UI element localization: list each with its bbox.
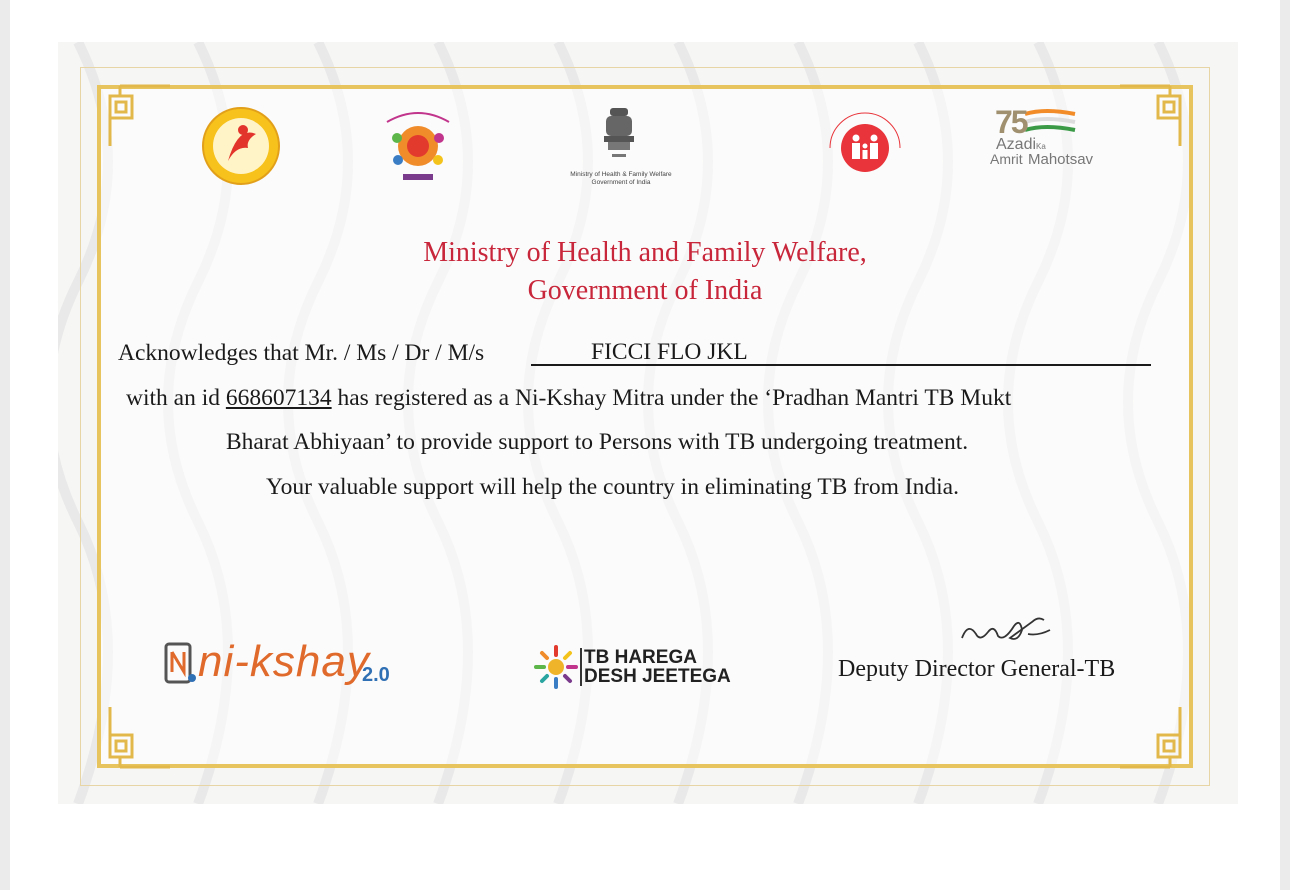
signature-image — [958, 612, 1054, 650]
nikshay-logo-text: ni-kshay — [198, 637, 370, 686]
pm-tb-mukt-logo — [383, 108, 453, 186]
azadi-75-text: 75 — [995, 104, 1027, 140]
nhm-logo — [822, 108, 908, 178]
corner-ornament-icon — [1116, 80, 1186, 150]
corner-ornament-icon — [1116, 703, 1186, 773]
ministry-caption-2: Government of India — [591, 179, 651, 186]
slogan-divider — [580, 648, 582, 686]
registration-line — [126, 385, 1011, 412]
name-underline — [531, 364, 1151, 366]
ministry-caption-1: Ministry of Health & Family Welfare — [570, 171, 672, 178]
national-emblem-logo — [596, 104, 642, 164]
amrit-text: Amrit — [990, 151, 1023, 167]
id-suffix: has registered as a Ni-Kshay Mitra under the ‘Pradhan Mantri TB Mukt — [331, 385, 1012, 411]
signatory-title: Deputy Director General-TB — [838, 656, 1116, 682]
page-edge-right — [1280, 0, 1290, 890]
mahotsav-text: Mahotsav — [1028, 151, 1094, 168]
id-prefix: with an id — [126, 385, 226, 411]
corner-ornament-icon — [104, 80, 174, 150]
azadi-text: Azadi — [996, 136, 1037, 153]
acknowledges-label: Acknowledges that Mr. / Ms / Dr / M/s — [118, 340, 485, 366]
tb-harega-sun-icon — [534, 645, 578, 689]
abhiyaan-line: Bharat Abhiyaan’ to provide support to Persons with TB undergoing treatment. — [226, 429, 969, 455]
recipient-name: FICCI FLO JKL — [591, 339, 748, 365]
corner-ornament-icon — [104, 703, 174, 773]
heading-government: Government of India — [527, 275, 763, 306]
page-edge-left — [0, 0, 10, 890]
heading-ministry: Ministry of Health and Family Welfare, — [423, 237, 867, 268]
azadi-ka-text: Ka — [1036, 142, 1046, 151]
slogan-line-2: DESH JEETEGA — [584, 666, 731, 687]
ntep-logo — [198, 106, 284, 186]
slogan-line-1: TB HAREGA — [584, 647, 697, 668]
support-line: Your valuable support will help the country in eliminating TB from India. — [266, 474, 959, 500]
nikshay-phone-icon — [164, 642, 198, 686]
registration-id: 668607134 — [225, 385, 332, 411]
slogan-text — [584, 648, 731, 686]
nikshay-version: 2.0 — [362, 664, 390, 686]
